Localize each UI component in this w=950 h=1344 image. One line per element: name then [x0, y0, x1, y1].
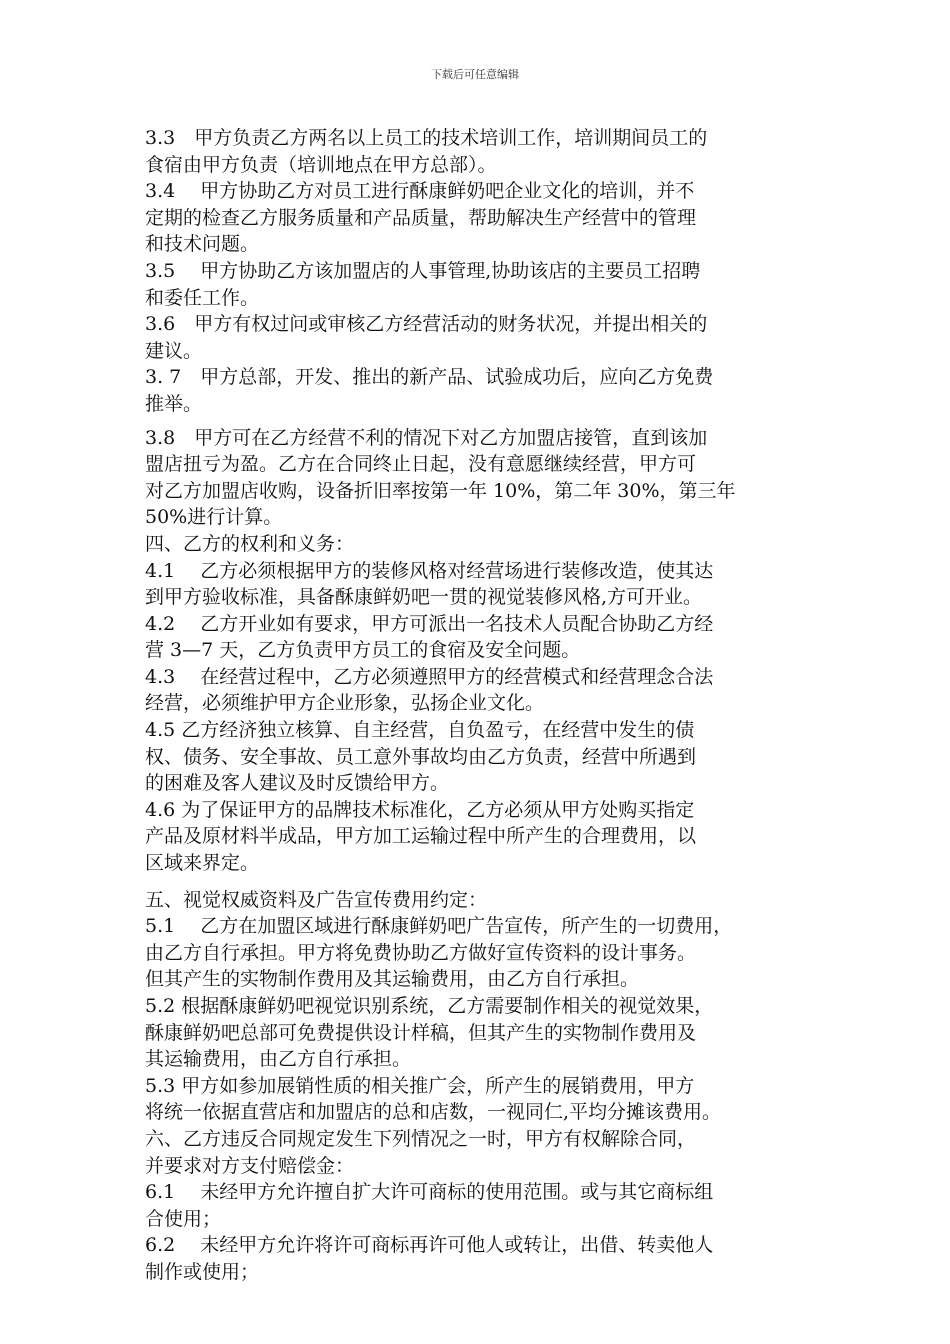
text-line: 将统一依据直营店和加盟店的总和店数，一视同仁,平均分摊该费用。	[145, 1101, 722, 1124]
text-line: 到甲方验收标准，具备酥康鲜奶吧一贯的视觉装修风格,方可开业。	[145, 586, 703, 609]
text-line: 区域来界定。	[145, 852, 260, 875]
text-line: 和委任工作。	[145, 286, 260, 309]
section-heading: 六、乙方违反合同规定发生下列情况之一时，甲方有权解除合同，	[145, 1127, 697, 1150]
text-line: 推举。	[145, 392, 203, 415]
section-heading: 五、视觉权威资料及广告宣传费用约定：	[145, 888, 488, 911]
text-line: 合使用；	[145, 1207, 222, 1230]
text-line: 5.2 根据酥康鲜奶吧视觉识别系统，乙方需要制作相关的视觉效果，	[145, 995, 714, 1017]
section-heading: 四、乙方的权利和义务：	[145, 532, 355, 555]
text-line: 50%进行计算。	[145, 506, 283, 529]
text-line: 由乙方自行承担。甲方将免费协助乙方做好宣传资料的设计事务。	[145, 941, 697, 964]
text-line: 建议。	[145, 339, 203, 362]
text-line: 制作或使用；	[145, 1260, 260, 1283]
text-line: 食宿由甲方负责（培训地点在甲方总部）。	[145, 153, 497, 176]
text-line: 的困难及客人建议及时反馈给甲方。	[145, 772, 450, 795]
text-line: 对乙方加盟店收购，设备折旧率按第一年 10%，第二年 30%，第三年	[145, 479, 736, 502]
text-line: 5.1 乙方在加盟区域进行酥康鲜奶吧广告宣传，所产生的一切费用，	[145, 915, 733, 938]
text-line: 3.3 甲方负责乙方两名以上员工的技术培训工作，培训期间员工的	[145, 127, 708, 149]
text-line: 定期的检查乙方服务质量和产品质量，帮助解决生产经营中的管理	[145, 206, 697, 229]
text-line: 盟店扭亏为盈。乙方在合同终止日起，没有意愿继续经营，甲方可	[145, 453, 697, 476]
text-line: 3.4 甲方协助乙方对员工进行酥康鲜奶吧企业文化的培训，并不	[145, 180, 695, 203]
text-line: 4.1 乙方必须根据甲方的装修风格对经营场进行装修改造，使其达	[145, 559, 714, 582]
text-line: 6.1 未经甲方允许擅自扩大许可商标的使用范围。或与其它商标组	[145, 1181, 714, 1204]
text-line: 3. 7 甲方总部，开发、推出的新产品、试验成功后，应向乙方免费	[145, 366, 714, 389]
text-line: 产品及原材料半成品，甲方加工运输过程中所产生的合理费用，以	[145, 825, 697, 848]
text-line: 3.6 甲方有权过问或审核乙方经营活动的财务状况，并提出相关的	[145, 313, 708, 336]
text-line: 5.3 甲方如参加展销性质的相关推广会，所产生的展销费用，甲方	[145, 1074, 695, 1097]
text-line: 4.6 为了保证甲方的品牌技术标准化，乙方必须从甲方处购买指定	[145, 798, 695, 821]
page-header: 下载后可任意编辑	[431, 68, 519, 81]
text-line: 3.5 甲方协助乙方该加盟店的人事管理,协助该店的主要员工招聘	[145, 259, 701, 282]
text-line: 权、债务、安全事故、员工意外事故均由乙方负责，经营中所遇到	[145, 745, 697, 768]
text-line: 其运输费用，由乙方自行承担。	[145, 1048, 412, 1071]
text-line: 经营，必须维护甲方企业形象，弘扬企业文化。	[145, 692, 545, 715]
document-body	[145, 125, 810, 1286]
text-line: 3.8 甲方可在乙方经营不利的情况下对乙方加盟店接管，直到该加	[145, 426, 708, 449]
text-line: 营 3—7 天，乙方负责甲方员工的食宿及安全问题。	[145, 639, 581, 662]
text-line: 4.2 乙方开业如有要求，甲方可派出一名技术人员配合协助乙方经	[145, 612, 714, 635]
text-line: 酥康鲜奶吧总部可免费提供设计样稿，但其产生的实物制作费用及	[145, 1021, 697, 1044]
text-line: 并要求对方支付赔偿金：	[145, 1154, 355, 1177]
text-line: 4.5 乙方经济独立核算、自主经营，自负盈亏，在经营中发生的债	[145, 719, 695, 742]
text-line: 但其产生的实物制作费用及其运输费用，由乙方自行承担。	[145, 968, 640, 991]
text-line: 和技术问题。	[145, 233, 260, 256]
text-line: 6.2 未经甲方允许将许可商标再许可他人或转让，出借、转卖他人	[145, 1234, 714, 1257]
text-line: 4.3 在经营过程中，乙方必须遵照甲方的经营模式和经营理念合法	[145, 665, 714, 688]
